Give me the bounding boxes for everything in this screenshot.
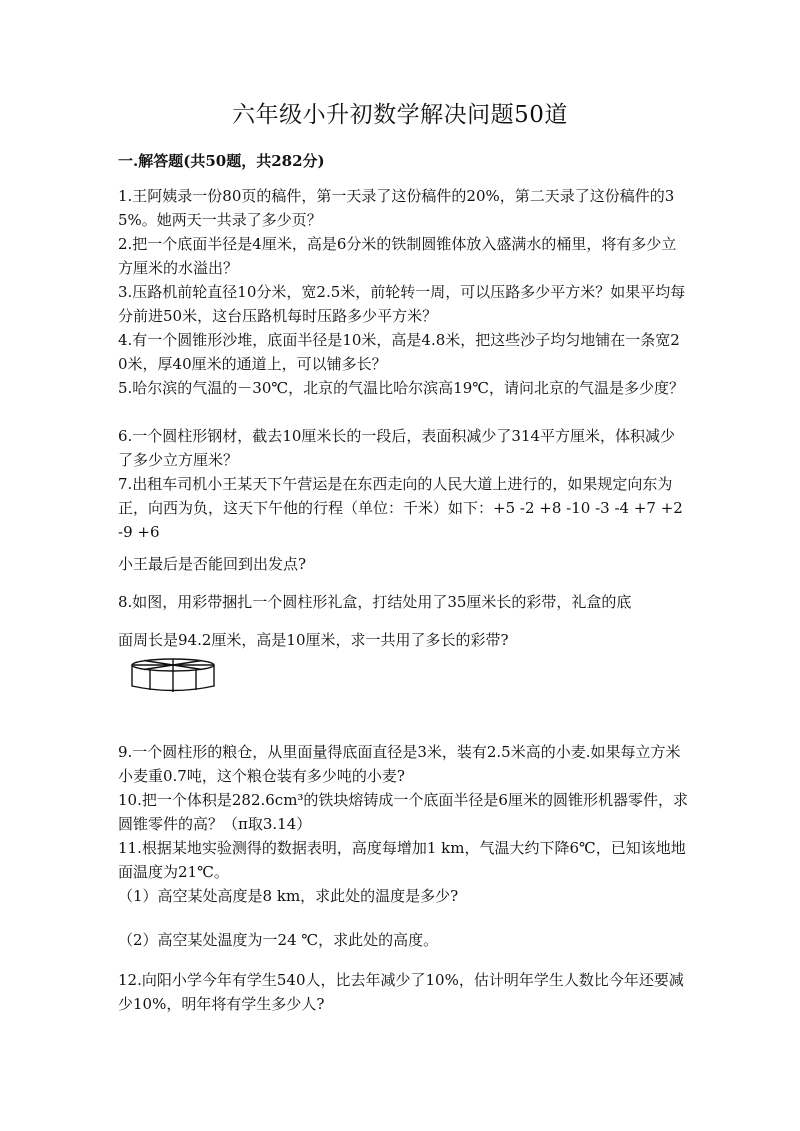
question-7: 7.出租车司机小王某天下午营运是在东西走向的人民大道上进行的，如果规定向东为正，向西为负，这天下午他的行程（单位：千米）如下：+5 -2 +8 -10 -3 -4 +7 +2 -9 +6 xyxy=(118,475,688,541)
question-10: 10.把一个体积是282.6cm³的铁块熔铸成一个底面半径是6厘米的圆锥形机器零件，求圆锥零件的高？（π取3.14） xyxy=(118,791,688,833)
question-9: 9.一个圆柱形的粮仓，从里面量得底面直径是3米，装有2.5米高的小麦.如果每立方米小麦重0.7吨，这个粮仓装有多少吨的小麦? xyxy=(118,743,681,785)
cylinder-gift-box-figure xyxy=(128,655,218,697)
question-8-line-2: 面周长是94.2厘米，高是10厘米，求一共用了多长的彩带? xyxy=(118,631,509,649)
section-heading: 一.解答题(共50题，共282分) xyxy=(118,152,325,170)
question-11: 11.根据某地实验测得的数据表明，高度每增加1 km，气温大约下降6℃，已知该地地面温度为21℃。 xyxy=(118,839,686,881)
question-7-prompt: 小王最后是否能回到出发点? xyxy=(118,555,307,573)
question-5: 5.哈尔滨的气温的－30℃，北京的气温比哈尔滨高19℃，请问北京的气温是多少度？ xyxy=(118,379,685,397)
question-11-part-2: （2）高空某处温度为一24 ℃，求此处的高度。 xyxy=(118,931,439,949)
question-2: 2.把一个底面半径是4厘米，高是6分米的铁制圆锥体放入盛满水的桶里，将有多少立方厘米的水溢出？ xyxy=(118,235,677,277)
question-3: 3.压路机前轮直径10分米，宽2.5米，前轮转一周，可以压路多少平方米？如果平均每分前进50米，这台压路机每时压路多少平方米？ xyxy=(118,283,686,325)
question-6: 6.一个圆柱形钢材，截去10厘米长的一段后，表面积减少了314平方厘米，体积减少了多少立方厘米？ xyxy=(118,427,676,469)
question-11-part-1: （1）高空某处高度是8 km，求此处的温度是多少? xyxy=(118,887,459,905)
question-4: 4.有一个圆锥形沙堆，底面半径是10米，高是4.8米，把这些沙子均匀地铺在一条宽20米，厚40厘米的通道上，可以铺多长？ xyxy=(118,331,680,373)
page-title: 六年级小升初数学解决问题50道 xyxy=(232,102,568,128)
question-1: 1.王阿姨录一份80页的稿件，第一天录了这份稿件的20%，第二天录了这份稿件的35%。她两天一共录了多少页？ xyxy=(118,187,675,229)
question-8-line-1: 8.如图，用彩带捆扎一个圆柱形礼盒，打结处用了35厘米长的彩带，礼盒的底 xyxy=(118,593,632,611)
question-12: 12.向阳小学今年有学生540人，比去年减少了10%，估计明年学生人数比今年还要减少10%，明年将有学生多少人? xyxy=(118,971,684,1013)
